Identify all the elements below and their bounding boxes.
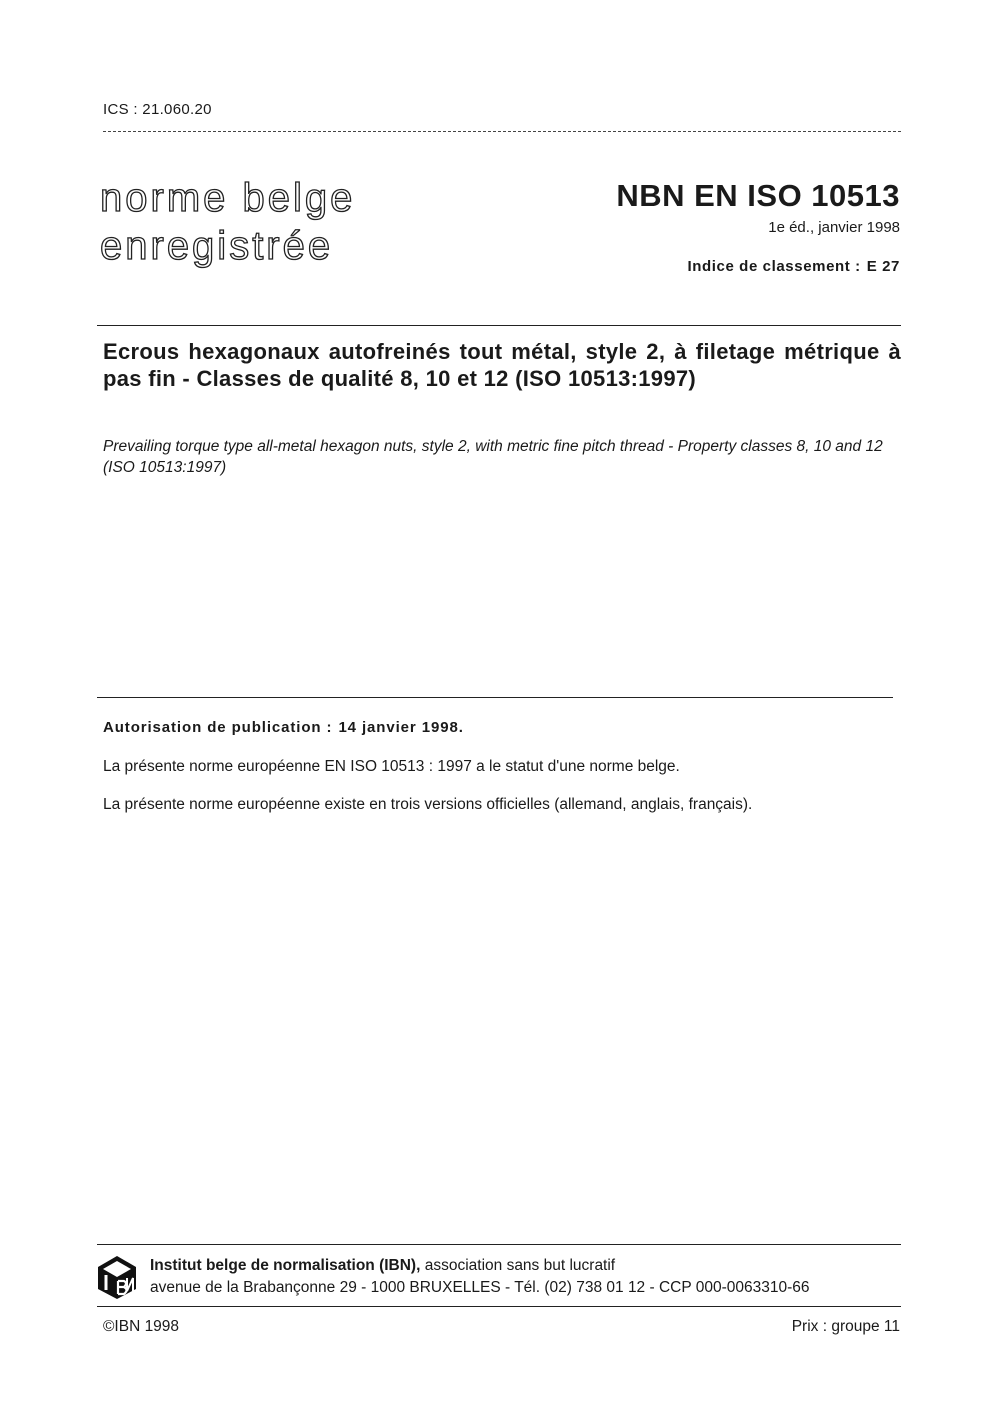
- top-divider: [103, 131, 901, 132]
- publication-divider: [97, 697, 893, 698]
- standard-number: NBN EN ISO 10513: [616, 178, 900, 213]
- ibn-logo-icon: [95, 1254, 139, 1300]
- institute-description: association sans but lucratif: [420, 1257, 616, 1274]
- edition-date: 1e éd., janvier 1998: [768, 219, 900, 236]
- institute-name: Institut belge de normalisation (IBN),: [150, 1257, 421, 1274]
- versions-paragraph: La présente norme européenne existe en trois versions officielles (allemand, anglais, français).: [103, 796, 753, 813]
- authorisation-label: Autorisation de publication :: [103, 719, 333, 736]
- brand-line-1: norme belge: [100, 176, 356, 220]
- footer-divider: [97, 1244, 901, 1245]
- institute-line: [150, 1257, 615, 1275]
- brand-line-2: enregistrée: [100, 224, 334, 268]
- title-french: Ecrous hexagonaux autofreinés tout métal, style 2, à filetage métrique à pas fin - Classes de qualité 8, 10 et 12 (ISO 10513:1997): [103, 339, 901, 391]
- classification-label: Indice de classement :: [687, 258, 861, 275]
- institute-address: avenue de la Brabançonne 29 - 1000 BRUXELLES - Tél. (02) 738 01 12 - CCP 000-0063310-66: [150, 1279, 810, 1296]
- authorisation-date: 14 janvier 1998.: [338, 719, 464, 736]
- ics-code: ICS : 21.060.20: [103, 101, 212, 118]
- title-english: Prevailing torque type all-metal hexagon nuts, style 2, with metric fine pitch thread - Property classes 8, 10 and 12 (ISO 10513:1997): [103, 438, 883, 476]
- copyright: ©IBN 1998: [103, 1318, 180, 1335]
- title-divider: [97, 325, 901, 326]
- price-group: Prix : groupe 11: [791, 1318, 900, 1335]
- status-paragraph: La présente norme européenne EN ISO 10513 : 1997 a le statut d'une norme belge.: [103, 758, 680, 775]
- classification-index: [687, 258, 900, 275]
- bottom-divider: [97, 1306, 901, 1307]
- classification-value: E 27: [866, 258, 900, 275]
- publication-authorisation: [103, 719, 464, 736]
